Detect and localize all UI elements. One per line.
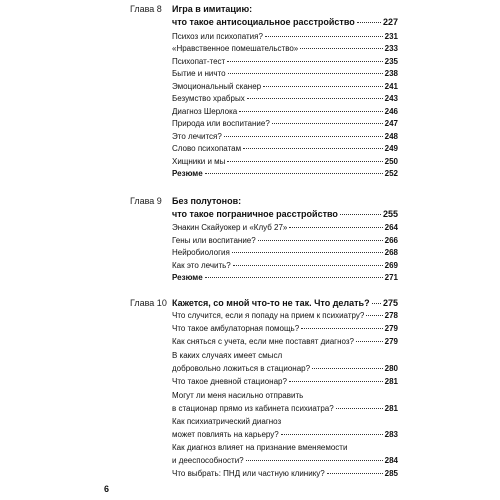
dot-leader xyxy=(246,460,383,461)
entry-title: Природа или воспитание? xyxy=(172,119,270,128)
chapter-9-title-line2: что такое пограничное расстройство xyxy=(172,209,338,219)
entry-page: 238 xyxy=(384,69,398,78)
chapter-8-title-line1: Игра в имитацию: xyxy=(172,4,253,14)
toc-entry xyxy=(172,310,398,321)
dot-leader xyxy=(340,214,381,215)
entry-title: Эмоциональный сканер xyxy=(172,82,262,91)
entry-title: Это лечится? xyxy=(172,132,222,141)
dot-leader xyxy=(247,98,383,99)
entry-title: Диагноз Шерлока xyxy=(172,107,238,116)
entry-title: Хищники и мы xyxy=(172,157,226,166)
dot-leader xyxy=(233,265,383,266)
entry-title: Резюме xyxy=(172,169,203,178)
chapter-9-title-line1: Без полутонов: xyxy=(172,196,242,206)
dot-leader xyxy=(272,123,383,124)
dot-leader xyxy=(228,73,383,74)
entry-title-line1: Как психиатрический диагноз xyxy=(172,417,282,426)
toc-entry xyxy=(172,43,398,54)
dot-leader xyxy=(357,22,381,23)
entry-page: 269 xyxy=(384,261,398,270)
chapter-8-title xyxy=(172,16,398,28)
entry-title: Как это лечить? xyxy=(172,261,231,270)
entry-title-line1: Как диагноз влияет на признание вменяемости xyxy=(172,443,348,452)
entry-page: 246 xyxy=(384,107,398,116)
toc-entry xyxy=(172,143,398,154)
toc-entry-summary xyxy=(172,272,398,283)
chapter-9-label: Глава 9 xyxy=(130,196,162,206)
dot-leader xyxy=(243,148,383,149)
dot-leader xyxy=(300,48,382,49)
entry-title: Психоз или психопатия? xyxy=(172,32,263,41)
entry-title: может повлиять на карьеру? xyxy=(172,430,279,439)
entry-page: 279 xyxy=(384,337,398,346)
entry-page: 271 xyxy=(384,273,398,282)
entry-page: 249 xyxy=(384,144,398,153)
entry-title: Что такое дневной стационар? xyxy=(172,377,287,386)
entry-page: 235 xyxy=(384,57,398,66)
toc-entry xyxy=(172,323,398,334)
dot-leader xyxy=(301,328,382,329)
entry-page: 278 xyxy=(384,311,398,320)
entry-title: Бытие и ничто xyxy=(172,69,226,78)
dot-leader xyxy=(372,303,381,304)
chapter-8-label: Глава 8 xyxy=(130,4,162,14)
dot-leader xyxy=(356,341,383,342)
toc-entry-summary xyxy=(172,168,398,179)
dot-leader xyxy=(227,161,382,162)
toc-entry xyxy=(172,93,398,104)
dot-leader xyxy=(227,61,382,62)
toc-entry-multiline xyxy=(172,350,398,374)
entry-page: 243 xyxy=(384,94,398,103)
dot-leader xyxy=(281,434,383,435)
entry-title: Что такое амбулаторная помощь? xyxy=(172,324,300,333)
toc-entry xyxy=(172,235,398,246)
entry-page: 279 xyxy=(384,324,398,333)
entry-page: 281 xyxy=(384,404,398,413)
dot-leader xyxy=(239,111,382,112)
toc-entry-multiline xyxy=(172,390,398,414)
entry-page: 281 xyxy=(384,377,398,386)
entry-title: и дееспособности? xyxy=(172,456,244,465)
toc-entry xyxy=(172,376,398,387)
dot-leader xyxy=(265,36,383,37)
entry-page: 264 xyxy=(384,223,398,232)
dot-leader xyxy=(205,277,383,278)
entry-title: Что случится, если я попаду на прием к психиатру? xyxy=(172,311,365,320)
dot-leader xyxy=(263,86,383,87)
toc-entry xyxy=(172,156,398,167)
dot-leader xyxy=(366,315,382,316)
entry-title: Что выбрать: ПНД или частную клинику? xyxy=(172,469,325,478)
toc-entry xyxy=(172,106,398,117)
entry-title-line1: В каких случаях имеет смысл xyxy=(172,351,283,360)
toc-entry xyxy=(172,222,398,233)
chapter-9-page: 255 xyxy=(382,209,398,219)
chapter-10-title-text: Кажется, со мной что-то не так. Что делать? xyxy=(172,298,370,308)
dot-leader xyxy=(224,136,383,137)
chapter-10-title xyxy=(172,297,398,309)
entry-title: Психопат-тест xyxy=(172,57,226,66)
entry-page: 241 xyxy=(384,82,398,91)
dot-leader xyxy=(205,173,383,174)
toc-entry xyxy=(172,56,398,67)
toc-entry xyxy=(172,247,398,258)
chapter-10-page: 275 xyxy=(382,298,398,308)
toc-entry xyxy=(172,31,398,42)
toc-entry-multiline xyxy=(172,416,398,440)
chapter-9-title xyxy=(172,208,398,220)
dot-leader xyxy=(258,240,383,241)
entry-page: 285 xyxy=(384,469,398,478)
entry-title: в стационар прямо из кабинета психиатра? xyxy=(172,404,334,413)
entry-page: 280 xyxy=(384,364,398,373)
entry-title: Гены или воспитание? xyxy=(172,236,256,245)
entry-title: добровольно ложиться в стационар? xyxy=(172,364,311,373)
toc-entry xyxy=(172,68,398,79)
page-number: 6 xyxy=(104,484,110,494)
dot-leader xyxy=(289,381,383,382)
chapter-8-page: 227 xyxy=(382,17,398,27)
entry-page: 266 xyxy=(384,236,398,245)
toc-entry-multiline xyxy=(172,442,398,466)
entry-title: «Нравственное помешательство» xyxy=(172,44,299,53)
chapter-10-label: Глава 10 xyxy=(130,298,167,308)
toc-entry xyxy=(172,260,398,271)
dot-leader xyxy=(232,252,383,253)
entry-page: 247 xyxy=(384,119,398,128)
entry-title: Резюме xyxy=(172,273,203,282)
toc-entry xyxy=(172,336,398,347)
entry-title: Безумство храбрых xyxy=(172,94,245,103)
entry-title: Энакин Скайуокер и «Клуб 27» xyxy=(172,223,288,232)
entry-title: Слово психопатам xyxy=(172,144,242,153)
entry-title: Нейробиология xyxy=(172,248,230,257)
dot-leader xyxy=(289,227,382,228)
entry-page: 248 xyxy=(384,132,398,141)
dot-leader xyxy=(336,408,383,409)
toc-entry xyxy=(172,468,398,479)
entry-page: 283 xyxy=(384,430,398,439)
toc-entry xyxy=(172,118,398,129)
toc-entry xyxy=(172,131,398,142)
dot-leader xyxy=(327,473,383,474)
dot-leader xyxy=(312,368,383,369)
entry-title: Как сняться с учета, если мне поставят диагноз? xyxy=(172,337,354,346)
entry-title-line1: Могут ли меня насильно отправить xyxy=(172,391,304,400)
entry-page: 250 xyxy=(384,157,398,166)
entry-page: 268 xyxy=(384,248,398,257)
toc-entry xyxy=(172,81,398,92)
entry-page: 233 xyxy=(384,44,398,53)
entry-page: 252 xyxy=(384,169,398,178)
entry-page: 284 xyxy=(384,456,398,465)
entry-page: 231 xyxy=(384,32,398,41)
chapter-8-title-line2: что такое антисоциальное расстройство xyxy=(172,17,355,27)
